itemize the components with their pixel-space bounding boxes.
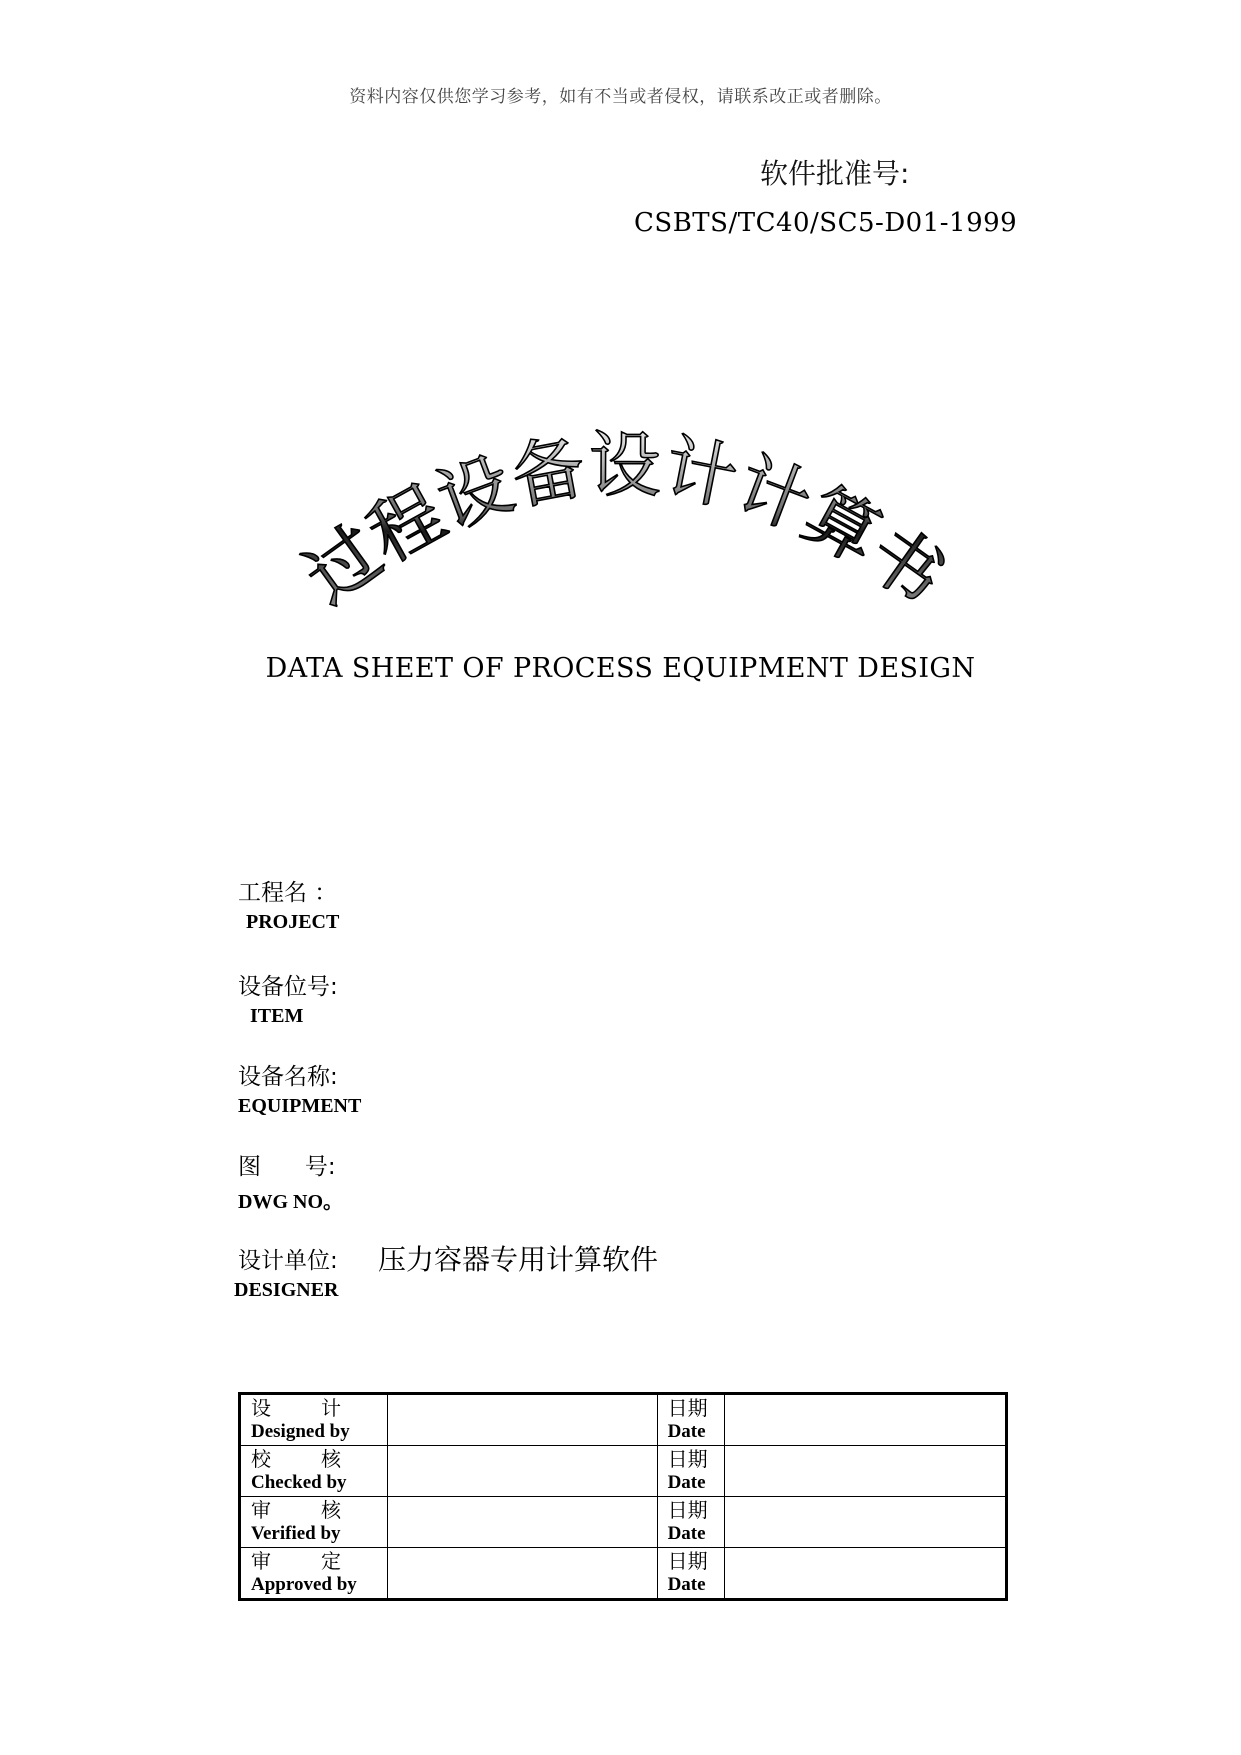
signoff-date-en: Date: [667, 1574, 706, 1595]
signoff-table: [238, 1392, 1008, 1601]
approval-number-code: CSBTS/TC40/SC5-D01-1999: [634, 208, 1018, 238]
signoff-role-zh-char: 审: [251, 1498, 271, 1522]
signoff-role-zh-char: 核: [321, 1498, 341, 1522]
signoff-role-zh: [251, 1498, 341, 1522]
signoff-date-label-cell: [657, 1497, 724, 1548]
designer-value: 压力容器专用计算软件: [378, 1243, 659, 1276]
signoff-role-cell: [240, 1548, 388, 1600]
designer-field: [234, 1242, 659, 1302]
signoff-role-zh-char: 审: [251, 1549, 271, 1573]
signoff-date-zh: 日期: [667, 1447, 708, 1471]
signoff-role-en: Approved by: [251, 1574, 357, 1595]
designer-label-zh: 设计单位:: [238, 1248, 338, 1274]
signoff-role-zh: [251, 1549, 341, 1573]
signoff-role-zh-char: 设: [251, 1396, 271, 1420]
signoff-role-zh-char: 计: [321, 1396, 341, 1420]
equipment-label-zh: 设备名称:: [238, 1064, 338, 1090]
arched-title-text: 过程设备设计计算书: [289, 422, 960, 621]
signoff-date-zh: 日期: [667, 1396, 708, 1420]
signoff-date-label-cell: [657, 1548, 724, 1600]
signoff-date-zh: 日期: [667, 1498, 708, 1522]
project-label-zh: 工程名 ：: [238, 880, 338, 906]
item-label-en: ITEM: [250, 1005, 304, 1027]
disclaimer-text: 资料内容仅供您学习参考，如有不当或者侵权，请联系改正或者删除。: [349, 87, 892, 107]
signoff-role-zh: [251, 1447, 341, 1471]
signoff-role-zh-char: 核: [321, 1447, 341, 1471]
signoff-role-en: Checked by: [251, 1472, 347, 1493]
item-label-zh: 设备位号:: [238, 974, 338, 1000]
signoff-date-zh: 日期: [667, 1549, 708, 1573]
signoff-role-cell: [240, 1446, 388, 1497]
signoff-date-cell[interactable]: [724, 1497, 1006, 1548]
approval-number-label: 软件批准号:: [760, 157, 910, 190]
project-label-en: PROJECT: [246, 911, 340, 933]
signoff-row: [240, 1497, 1007, 1548]
signoff-date-en: Date: [667, 1421, 706, 1442]
arched-title-svg: [0, 400, 1241, 660]
signoff-role-cell: [240, 1497, 388, 1548]
signoff-date-label-cell: [657, 1394, 724, 1446]
signoff-role-zh: [251, 1396, 341, 1420]
signoff-date-label-cell: [657, 1446, 724, 1497]
signoff-role-cell: [240, 1394, 388, 1446]
signoff-date-cell[interactable]: [724, 1394, 1006, 1446]
signoff-role-zh-char: 定: [321, 1549, 341, 1573]
dwg-field: [238, 1148, 343, 1214]
designer-label-en: DESIGNER: [234, 1279, 339, 1301]
project-field: [238, 874, 339, 934]
item-field: [238, 968, 338, 1028]
signoff-row: [240, 1394, 1007, 1446]
dwg-label-en: DWG NO。: [238, 1191, 343, 1213]
equipment-label-en: EQUIPMENT: [238, 1095, 362, 1117]
signoff-role-zh-char: 校: [251, 1447, 271, 1471]
dwg-label-zh: 图 号:: [238, 1154, 336, 1180]
arched-title: [0, 400, 1241, 660]
signoff-row: [240, 1548, 1007, 1600]
signoff-name-cell[interactable]: [388, 1446, 658, 1497]
english-title: DATA SHEET OF PROCESS EQUIPMENT DESIGN: [265, 653, 976, 684]
signoff-name-cell[interactable]: [388, 1548, 658, 1600]
signoff-role-en: Verified by: [251, 1523, 341, 1544]
signoff-date-cell[interactable]: [724, 1446, 1006, 1497]
signoff-row: [240, 1446, 1007, 1497]
signoff-name-cell[interactable]: [388, 1394, 658, 1446]
signoff-date-en: Date: [667, 1523, 706, 1544]
signoff-date-cell[interactable]: [724, 1548, 1006, 1600]
signoff-role-en: Designed by: [251, 1421, 350, 1442]
equipment-field: [238, 1058, 361, 1118]
signoff-name-cell[interactable]: [388, 1497, 658, 1548]
signoff-date-en: Date: [667, 1472, 706, 1493]
